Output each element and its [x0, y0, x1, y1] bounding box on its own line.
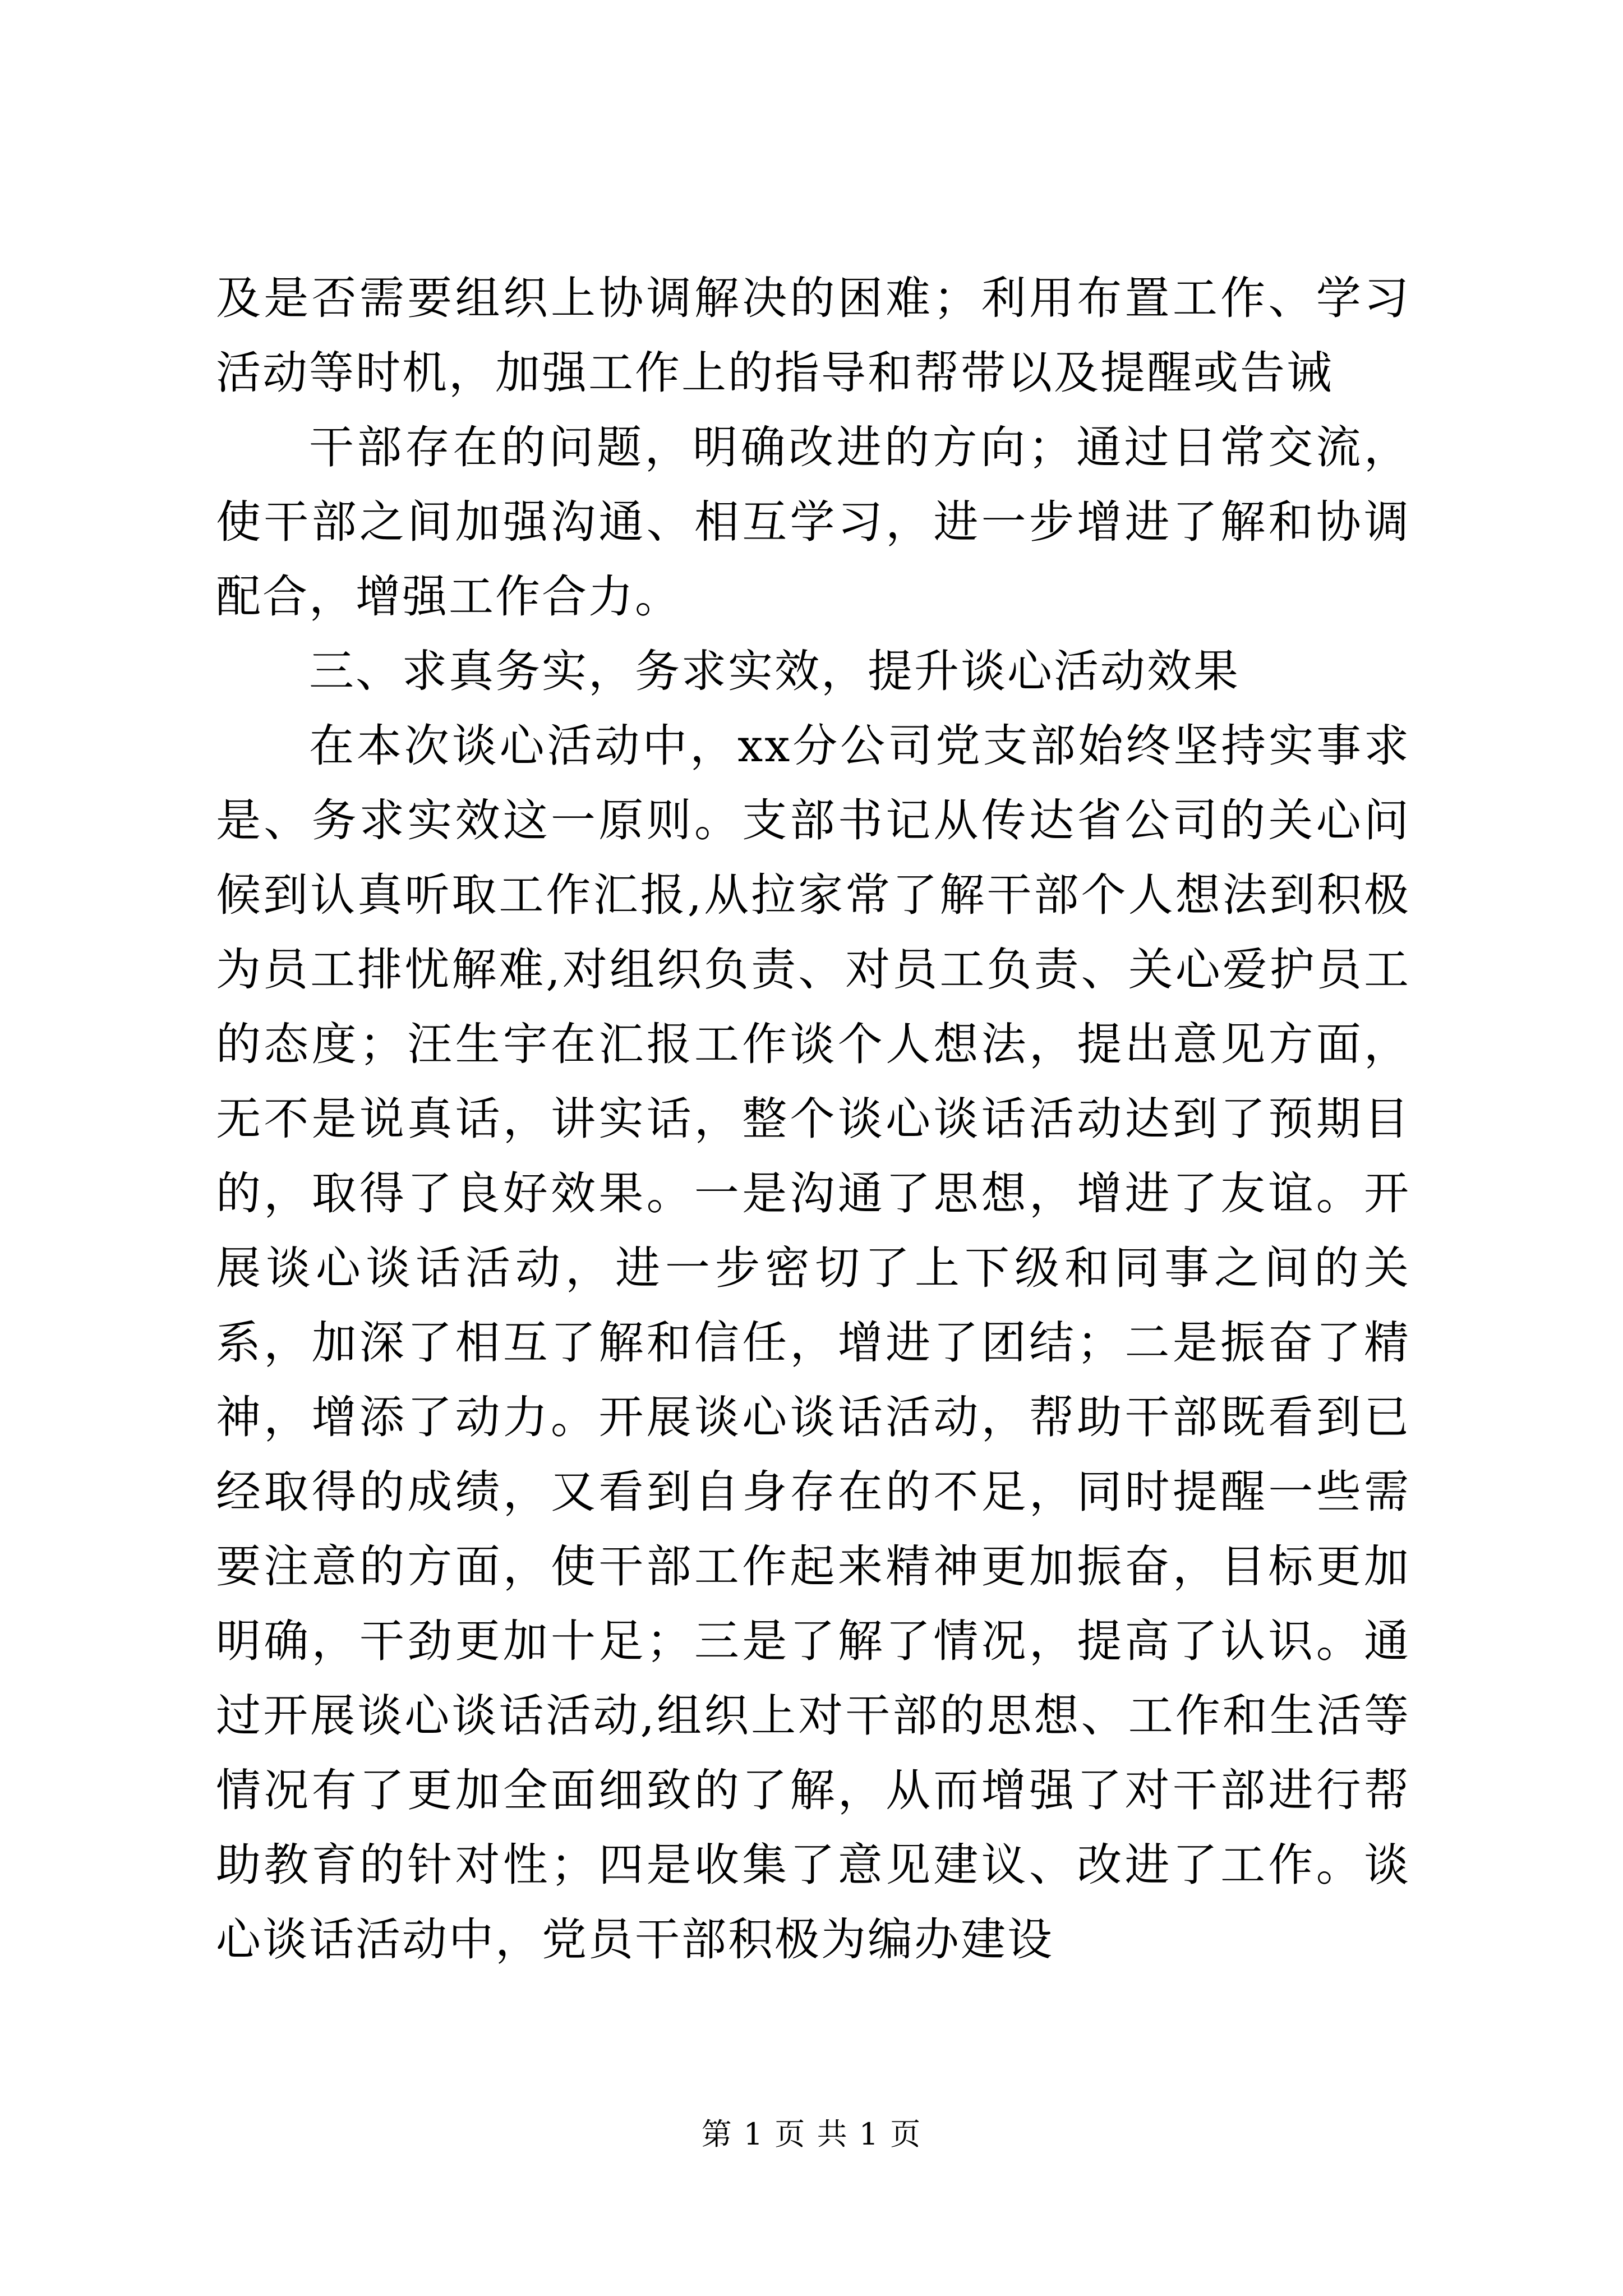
paragraph-2: 干部存在的问题，明确改进的方向；通过日常交流，使干部之间加强沟通、相互学习，进一步增进了解和协调配合，增强工作合力。 — [216, 421, 1410, 623]
document-body — [216, 261, 1410, 1977]
page-footer: 第 1 页 共 1 页 — [701, 2116, 922, 2152]
paragraph-1: 及是否需要组织上协调解决的困难；利用布置工作、学习活动等时机，加强工作上的指导和帮带以及提醒或告诫 — [216, 272, 1410, 399]
paragraph-3: 在本次谈心活动中，xx分公司党支部始终坚持实事求是、务求实效这一原则。支部书记从传达省公司的关心问候到认真听取工作汇报,从拉家常了解干部个人想法到积极为员工排忧解难,对组织负责、对员工负责、关心爱护员工的态度；汪生宇在汇报工作谈个人想法，提出意见方面，无不是说真话，讲实话，整个谈心谈话活动达到了预期目的，取得了良好效果。一是沟通了思想，增进了友谊。开展谈心谈话活动，进一步密切了上下级和同事之间的关系，加深了相互了解和信任，增进了团结；二是振奋了精神，增添了动力。开展谈心谈话活动，帮助干部既看到已经取得的成绩，又看到自身存在的不足，同时提醒一些需要注意的方面，使干部工作起来精神更加振奋，目标更加明确，干劲更加十足；三是了解了情况，提高了认识。通过开展谈心谈话活动,组织上对干部的思想、工作和生活等情况有了更加全面细致的了解，从而增强了对干部进行帮助教育的针对性；四是收集了意见建议、改进了工作。谈心谈话活动中，党员干部积极为编办建设 — [216, 720, 1410, 1966]
section-heading: 三、求真务实，务求实效，提升谈心活动效果 — [309, 645, 1240, 697]
